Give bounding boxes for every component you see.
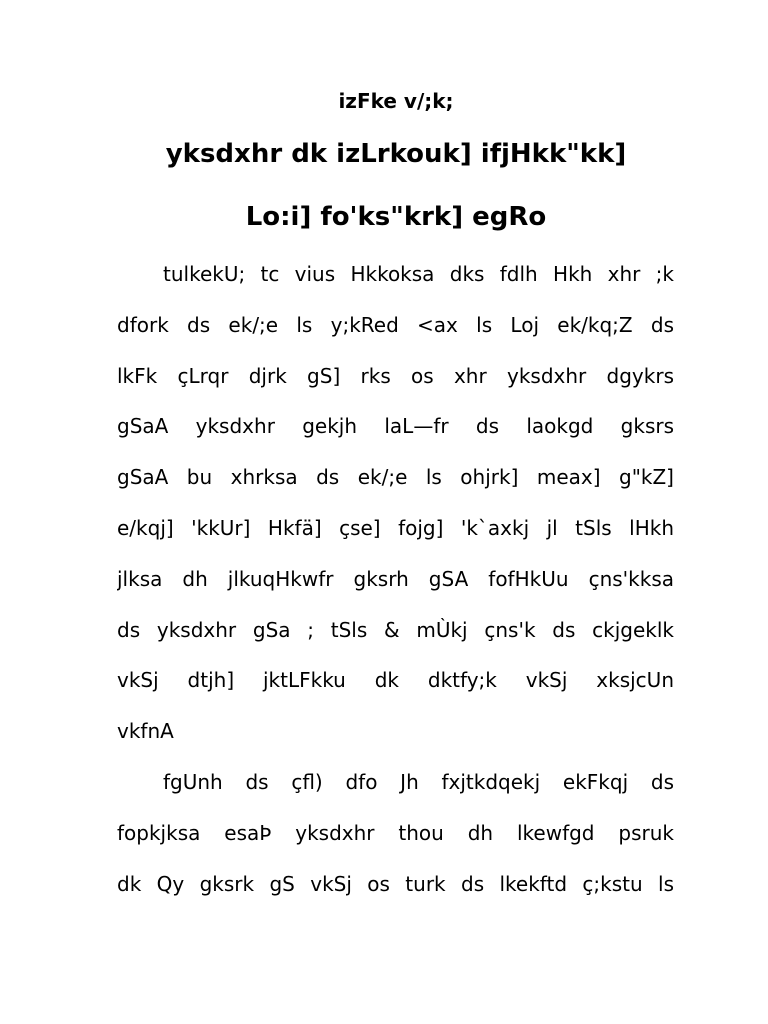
paragraph-line: tulkekU; tc vius Hkkoksa dks fdlh Hkh xhr ;k [163, 262, 674, 286]
paragraph-line: gSaA bu xhrksa ds ek/;e ls ohjrk] meax] g"kZ] [117, 465, 674, 490]
paragraph-line: dk Qy gksrk gS vkSj os turk ds lkekftd ç;kstu ls [117, 871, 674, 896]
paragraph-line: vkfnA [117, 719, 174, 744]
title-line-2: Lo:i] fo'ks"krk] egRo [245, 202, 547, 232]
paragraph-line: dfork ds ek/;e ls y;kRed <ax ls Loj ek/kq;Z ds [117, 312, 674, 337]
paragraph-line: fopkjksa esaÞ yksdxhr thou dh lkewfgd psruk [117, 820, 674, 845]
title-line-1: yksdxhr dk izLrkouk] ifjHkk"kk] [165, 139, 627, 169]
paragraph-line: jlksa dh jlkuqHkwfr gksrh gSA fofHkUu çns'kksa [117, 566, 674, 591]
paragraph-1 [117, 249, 674, 757]
body-text [117, 249, 674, 909]
paragraph-line: lkFk çLrqr djrk gS] rks os xhr yksdxhr dgykrs [117, 363, 674, 388]
paragraph-line: gSaA yksdxhr gekjh laL—fr ds laokgd gksrs [117, 414, 674, 439]
paragraph-line: ds yksdxhr gSa ; tSls & mÙkj çns'k ds ckjgeklk [117, 617, 674, 642]
paragraph-line: vkSj dtjh] jktLFkku dk dktfy;k vkSj xksjcUn [117, 668, 674, 693]
paragraph-line: fgUnh ds çfl) dfo Jh fxjtkdqekj ekFkqj ds [163, 769, 674, 794]
chapter-label: izFke v/;k; [338, 89, 454, 113]
paragraph-2 [117, 757, 674, 909]
paragraph-line: e/kqj] 'kkUr] Hkfä] çse] fojg] 'k`axkj jl tSls lHkh [117, 515, 674, 540]
